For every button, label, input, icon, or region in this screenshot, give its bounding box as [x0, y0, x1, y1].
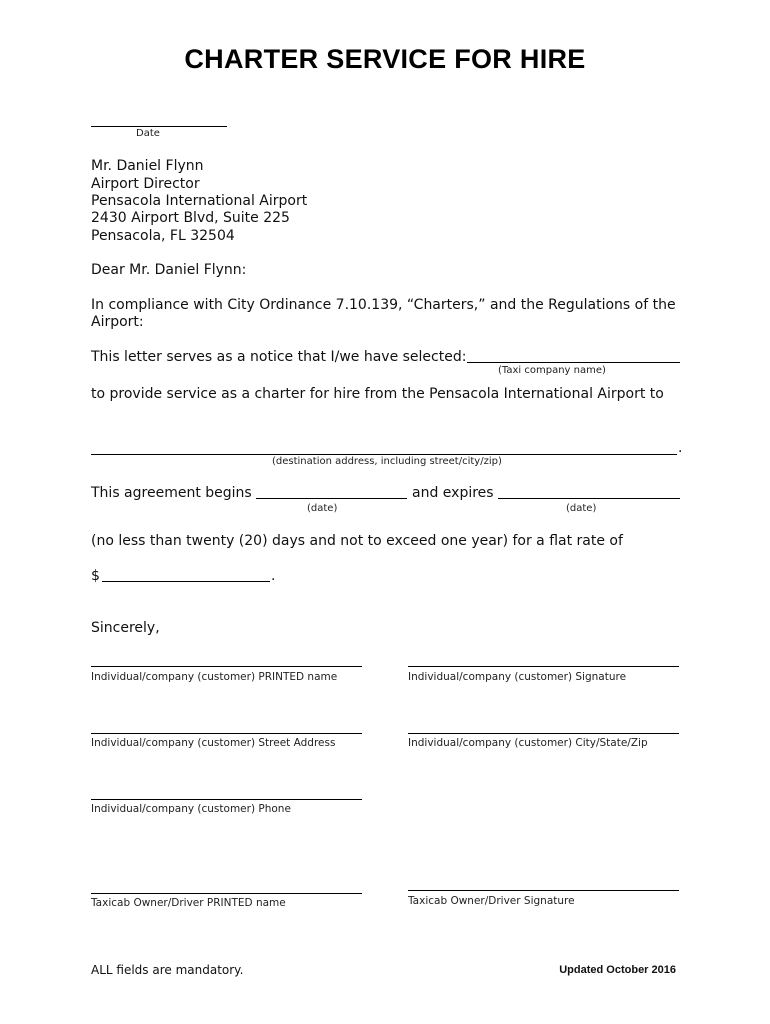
compliance-text-line-1: In compliance with City Ordinance 7.10.139, “Charters,” and the Regulations of the [91, 297, 676, 313]
closing: Sincerely, [91, 620, 160, 636]
rate-period: . [271, 568, 276, 584]
taxi-company-label: (Taxi company name) [498, 365, 606, 376]
date-label: Date [136, 128, 160, 139]
driver-signature-label: Taxicab Owner/Driver Signature [408, 895, 575, 907]
agreement-begins-text: This agreement begins [91, 485, 252, 501]
rate-field[interactable] [102, 565, 270, 582]
driver-printed-name-label: Taxicab Owner/Driver PRINTED name [91, 897, 286, 909]
driver-signature-line[interactable] [408, 890, 679, 891]
currency-symbol: $ [91, 568, 100, 584]
recipient-city: Pensacola, FL 32504 [91, 228, 235, 244]
recipient-position: Airport Director [91, 176, 200, 192]
recipient-street: 2430 Airport Blvd, Suite 225 [91, 210, 290, 226]
notice-text: This letter serves as a notice that I/we have selected: [91, 349, 467, 365]
page-title: CHARTER SERVICE FOR HIRE [184, 44, 586, 74]
destination-field[interactable] [91, 438, 677, 455]
compliance-text-line-2: Airport: [91, 314, 144, 330]
begin-date-label: (date) [307, 503, 338, 514]
mandatory-note: ALL fields are mandatory. [91, 963, 244, 977]
phone-line[interactable] [91, 799, 362, 800]
printed-name-label: Individual/company (customer) PRINTED name [91, 671, 338, 683]
updated-date: Updated October 2016 [559, 964, 676, 976]
recipient-org: Pensacola International Airport [91, 193, 308, 209]
driver-printed-name-line[interactable] [91, 893, 362, 894]
street-address-label: Individual/company (customer) Street Address [91, 737, 336, 749]
destination-period: . [678, 440, 683, 456]
city-state-zip-line[interactable] [408, 733, 679, 734]
printed-name-line[interactable] [91, 666, 362, 667]
salutation: Dear Mr. Daniel Flynn: [91, 262, 247, 278]
signature-label: Individual/company (customer) Signature [408, 671, 627, 683]
street-address-line[interactable] [91, 733, 362, 734]
destination-label: (destination address, including street/city/zip) [272, 456, 502, 467]
city-state-zip-label: Individual/company (customer) City/State/Zip [408, 737, 648, 749]
term-text: (no less than twenty (20) days and not to exceed one year) for a flat rate of [91, 533, 623, 549]
phone-label: Individual/company (customer) Phone [91, 803, 291, 815]
signature-line[interactable] [408, 666, 679, 667]
taxi-company-field[interactable] [467, 346, 680, 363]
begin-date-field[interactable] [256, 482, 407, 499]
recipient-name: Mr. Daniel Flynn [91, 158, 204, 174]
provide-service-text: to provide service as a charter for hire from the Pensacola International Airport to [91, 386, 664, 402]
expire-date-label: (date) [566, 503, 597, 514]
date-field[interactable] [91, 110, 227, 127]
and-expires-text: and expires [412, 485, 494, 501]
expire-date-field[interactable] [498, 482, 680, 499]
